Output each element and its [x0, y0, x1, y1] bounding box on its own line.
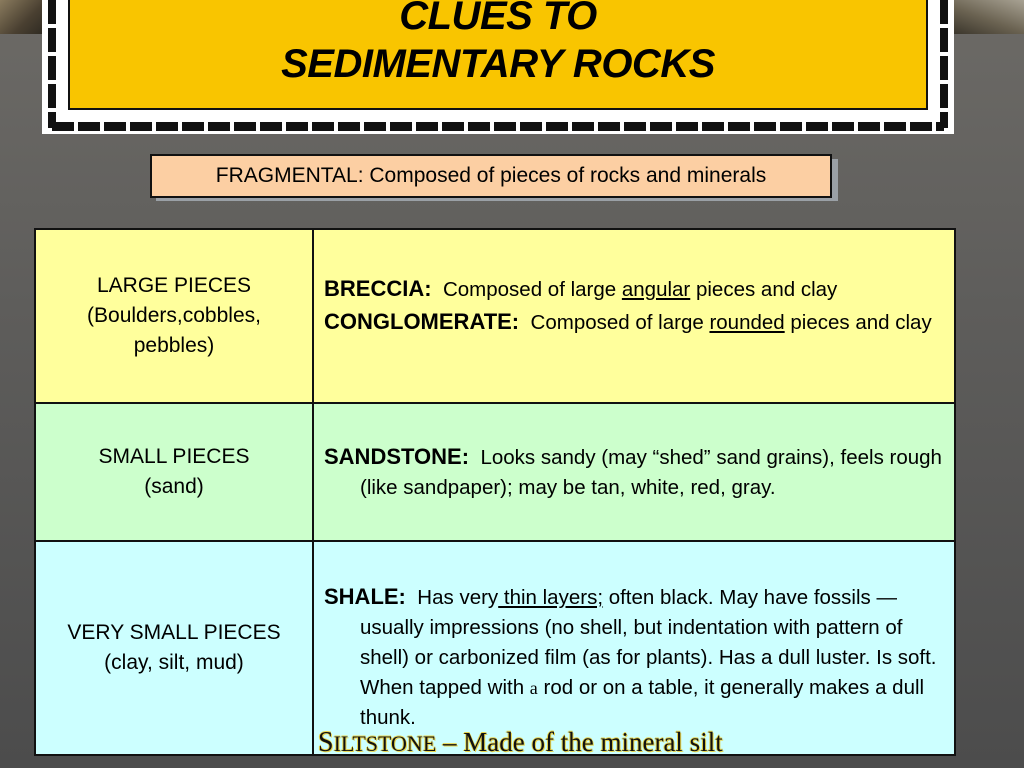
breccia-text-pre: Composed of large [442, 278, 622, 301]
banner-border-left [48, 0, 56, 128]
entry-conglomerate [324, 307, 944, 338]
corner-decoration-right [954, 0, 1024, 34]
entry-shale [324, 582, 944, 733]
siltstone-note [318, 727, 723, 763]
size-line: VERY SMALL PIECES [67, 621, 281, 644]
shale-small-a: a [529, 678, 538, 698]
breccia-text-post: pieces and clay [690, 278, 838, 301]
size-line: (sand) [144, 475, 204, 498]
description-cell-large [314, 230, 954, 402]
conglomerate-text-pre: Composed of large [530, 311, 710, 334]
title-line-2: SEDIMENTARY ROCKS [281, 42, 715, 86]
shale-text-post: rod or on a table, it generally makes a dull thunk. [360, 676, 925, 729]
conglomerate-text-post: pieces and clay [784, 311, 932, 334]
size-line: LARGE PIECES [96, 274, 252, 297]
breccia-underlined: angular [621, 278, 691, 301]
subtitle-box: FRAGMENTAL: Composed of pieces of rocks and minerals [150, 154, 832, 198]
term-breccia: BRECCIA: [324, 276, 432, 301]
shale-underlined: thin layers; [498, 586, 604, 609]
title-box [68, 0, 928, 110]
description-cell-very-small [314, 542, 954, 754]
size-line: (clay, silt, mud) [104, 651, 244, 674]
term-conglomerate: CONGLOMERATE: [324, 309, 520, 334]
siltstone-small-caps: ILTSTONE [333, 731, 437, 756]
siltstone-first-letter: S [318, 727, 334, 758]
size-cell-small [36, 404, 312, 540]
shale-text-mid: often black. May have fossils — usually impressions (no shell, but indentation with pattern of shell) or carbonized film (as for plants). Has a dull luster. Is soft. When tapped with [360, 586, 937, 699]
term-sandstone: SANDSTONE: [324, 444, 470, 469]
size-line: (Boulders,cobbles, [87, 304, 261, 327]
size-line: pebbles) [133, 334, 215, 357]
entry-breccia [324, 274, 944, 305]
title-line-1: CLUES TO [399, 0, 597, 38]
term-shale: SHALE: [324, 584, 406, 609]
description-cell-small [314, 404, 954, 540]
banner-border-bottom [52, 122, 944, 131]
entry-sandstone [324, 442, 944, 503]
rock-table [34, 228, 956, 756]
sandstone-text: Looks sandy (may “shed” sand grains), feels rough (like sandpaper); may be tan, white, red, gray. [360, 446, 942, 499]
shale-text-pre: Has very [417, 586, 499, 609]
siltstone-rest: – Made of the mineral silt [436, 727, 723, 757]
title-banner [42, 0, 954, 134]
size-line: SMALL PIECES [98, 445, 250, 468]
conglomerate-underlined: rounded [709, 311, 785, 334]
corner-decoration-left [0, 0, 44, 34]
size-cell-large [36, 230, 312, 402]
size-cell-very-small [36, 542, 312, 754]
banner-border-right [940, 0, 948, 128]
